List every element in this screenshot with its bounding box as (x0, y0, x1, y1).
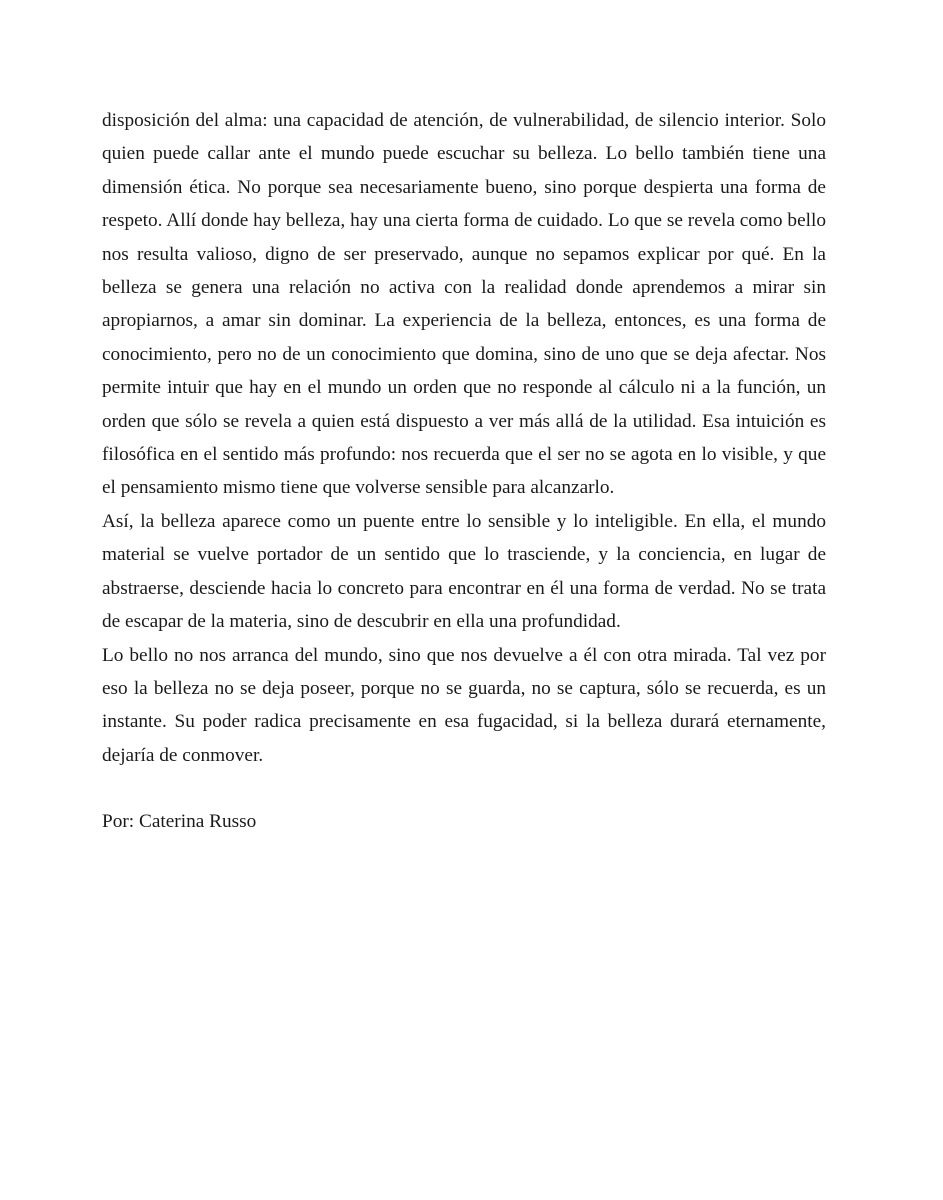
document-body (102, 104, 826, 839)
paragraph-3: Lo bello no nos arranca del mundo, sino que nos devuelve a él con otra mirada. Tal vez por eso la belleza no se deja poseer, porque no se guarda, no se captura, sólo se recuerda, es un instante. Su poder radica precisamente en esa fugacidad, si la belleza durará eternamente, dejaría de conmover. (102, 644, 826, 766)
paragraph-1: disposición del alma: una capacidad de atención, de vulnerabilidad, de silencio interior. Solo quien puede callar ante el mundo puede escuchar su belleza. Lo bello también tiene una dimensión ética. No porque sea necesariamente bueno, sino porque despierta una forma de respeto. Allí donde hay belleza, hay una cierta forma de cuidado. Lo que se revela como bello nos resulta valioso, digno de ser preservado, aunque no sepamos explicar por qué. En la belleza se genera una relación no activa con la realidad donde aprendemos a mirar sin apropiarnos, a amar sin dominar. La experiencia de la belleza, entonces, es una forma de conocimiento, pero no de un conocimiento que domina, sino de uno que se deja afectar. Nos permite intuir que hay en el mundo un orden que no responde al cálculo ni a la función, un orden que sólo se revela a quien está dispuesto a ver más allá de la utilidad. Esa intuición es filosófica en el sentido más profundo: nos recuerda que el ser no se agota en lo visible, y que el pensamiento mismo tiene que volverse sensible para alcanzarlo. (102, 110, 826, 499)
author-signature: Por: Caterina Russo (102, 811, 257, 833)
paragraph-2: Así, la belleza aparece como un puente entre lo sensible y lo inteligible. En ella, el mundo material se vuelve portador de un sentido que lo trasciende, y la conciencia, en lugar de abstraerse, desciende hacia lo concreto para encontrar en él una forma de verdad. No se trata de escapar de la materia, sino de descubrir en ella una profundidad. (102, 510, 826, 633)
